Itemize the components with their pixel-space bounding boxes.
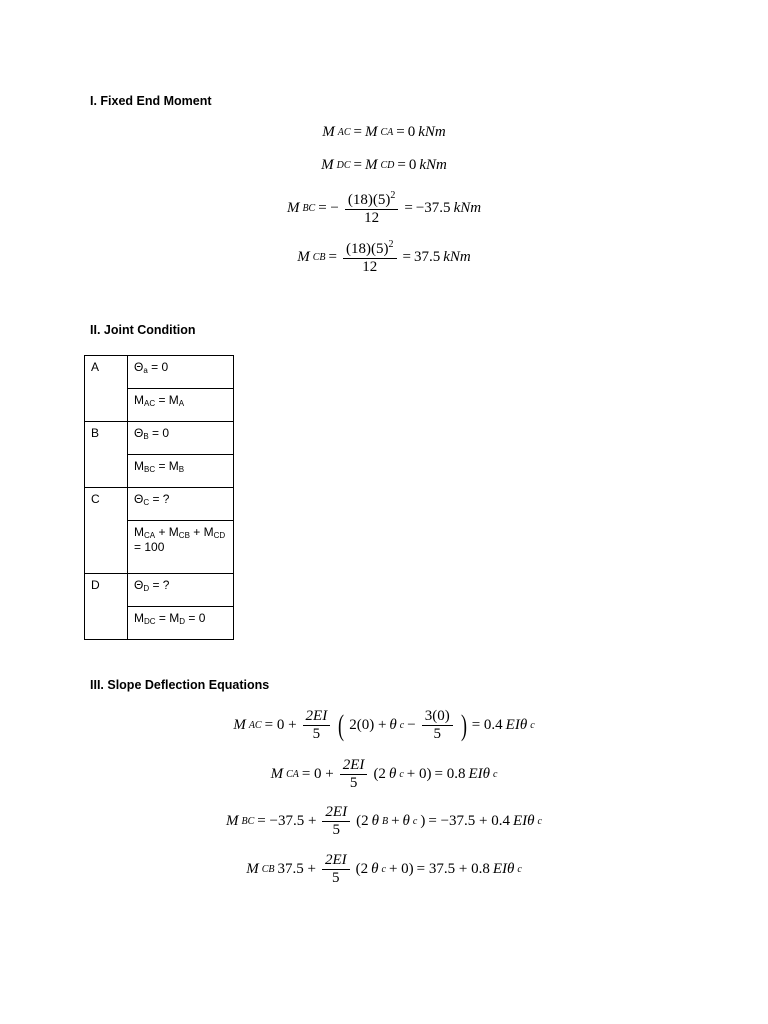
eq-subscript: DC [336, 160, 351, 171]
eq-term: = −37.5 + [257, 813, 317, 830]
eq-operator: = − [318, 200, 339, 217]
equation-sd-mac: M AC = 0 + $\frac{2EI}{5}$ ( 2(0) + θ c − $\frac{3(0)}{5}$ ) = 0.4 EIθ c [233, 708, 535, 743]
eq-subscript: AC [248, 720, 262, 732]
condition-cell: $M_{AC} = M_A$ [128, 389, 234, 422]
eq-term: (2 [373, 766, 386, 783]
eq-term: 37.5 + [277, 861, 316, 878]
equation-sd-mca: M CA = 0 + $\frac{2EI}{5}$ (2 θ c + 0) = 0.8 EIθ c [270, 757, 498, 792]
eq-term: = 0 + [301, 766, 334, 783]
table-row [85, 488, 234, 521]
equation-mcb-fem: M CB = $\frac{(18)(5)^2}{12}$ = 37.5 kNm [297, 239, 471, 276]
fraction: $\frac{2EI}{5}$ [340, 757, 368, 793]
eq-term: = 0.4 [471, 717, 503, 734]
condition-cell: $\Theta_a = 0$ [128, 356, 234, 389]
joint-label: B [85, 422, 128, 488]
eq-term: = 0 + [264, 717, 297, 734]
equation-mdc-mcd: M DC = M CD = 0 kNm [321, 157, 447, 173]
eq-term: + 0) [406, 766, 432, 783]
exponent: 2 [388, 239, 394, 250]
eq-symbol: M [322, 124, 335, 140]
fraction: $\frac{2EI}{5}$ [322, 852, 350, 888]
eq-subscript: BC [302, 203, 316, 215]
joint-condition-table [84, 355, 234, 640]
eq-term: + 0) [388, 861, 414, 878]
fraction [345, 190, 398, 228]
eq-subscript: CA [286, 769, 299, 781]
eq-symbol: M [321, 157, 334, 173]
frac-denominator: 12 [364, 210, 380, 227]
equation-mbc-fem: M BC = − $\frac{(18)(5)^2}{12}$ = −37.5 kNm [286, 190, 482, 227]
eq-symbol: M [365, 157, 378, 173]
eq-subscript: CA [380, 127, 394, 138]
condition-cell: $M_{BC} = M_B$ [128, 455, 234, 488]
eq-unit: kNm [418, 124, 446, 140]
eq-term: = −37.5 + 0.4 [428, 813, 511, 830]
eq-subscript: BC [241, 816, 255, 828]
eq-value: 0 [407, 124, 416, 140]
frac-denominator: 12 [362, 259, 378, 276]
fraction: $\frac{2EI}{5}$ [303, 708, 331, 744]
eq-value: −37.5 [415, 200, 451, 217]
table-row [85, 356, 234, 389]
eq-term: ) [420, 813, 426, 830]
condition-cell: $M_{CA} + M_{CB} + M_{CD}$ = 100 [128, 521, 234, 574]
eq-term: 2(0) + [349, 717, 387, 734]
table-row [85, 574, 234, 607]
fraction: $\frac{3(0)}{5}$ [422, 708, 453, 744]
eq-term: − [407, 717, 416, 734]
equation-mac-mca: M AC = M CA = 0 kNm [322, 124, 446, 140]
equation-sd-mbc: M BC = −37.5 + $\frac{2EI}{5}$ (2 θ B + θ c ) = −37.5 + 0.4 EIθ c [226, 804, 542, 839]
eq-term: (2 [356, 813, 369, 830]
eq-value: 0 [408, 157, 417, 173]
eq-symbol: M [286, 200, 300, 217]
eq-subscript: CB [261, 864, 275, 876]
eq-unit: kNm [453, 200, 482, 217]
eq-unit: kNm [419, 157, 447, 173]
eq-value: 37.5 [413, 249, 441, 266]
eq-term: + [391, 813, 400, 830]
condition-cell: $M_{DC} = M_D = 0$ [128, 607, 234, 640]
section-heading-joint-condition: II. Joint Condition [90, 323, 196, 337]
condition-cell: $\Theta_B = 0$ [128, 422, 234, 455]
frac-numerator: (18)(5) [347, 192, 391, 208]
section-heading-slope-deflection: III. Slope Deflection Equations [90, 678, 270, 692]
condition-cell: $\Theta_C$ = ? [128, 488, 234, 521]
frac-numerator: (18)(5) [346, 241, 389, 257]
eq-term: = 37.5 + 0.8 [416, 861, 490, 878]
eq-symbol: M [297, 249, 310, 266]
joint-label: C [85, 488, 128, 574]
eq-operator: = [328, 249, 338, 266]
fraction: $\frac{2EI}{5}$ [322, 804, 350, 840]
fraction [343, 239, 396, 277]
eq-term: (2 [355, 861, 369, 878]
condition-cell: $\Theta_D$ = ? [128, 574, 234, 607]
joint-label: D [85, 574, 128, 640]
eq-subscript: CD [380, 160, 395, 171]
section-heading-fixed-end-moment: I. Fixed End Moment [90, 94, 212, 108]
exponent: 2 [390, 190, 396, 201]
eq-term: = 0.8 [434, 766, 466, 783]
eq-symbol: M [365, 124, 378, 140]
eq-subscript: CB [312, 252, 326, 264]
table-row [85, 422, 234, 455]
joint-label: A [85, 356, 128, 422]
eq-unit: kNm [443, 249, 471, 266]
equation-sd-mcb: M CB 37.5 + $\frac{2EI}{5}$ (2 θ c + 0) = 37.5 + 0.8 EIθ c [246, 852, 522, 887]
eq-subscript: AC [337, 127, 351, 138]
